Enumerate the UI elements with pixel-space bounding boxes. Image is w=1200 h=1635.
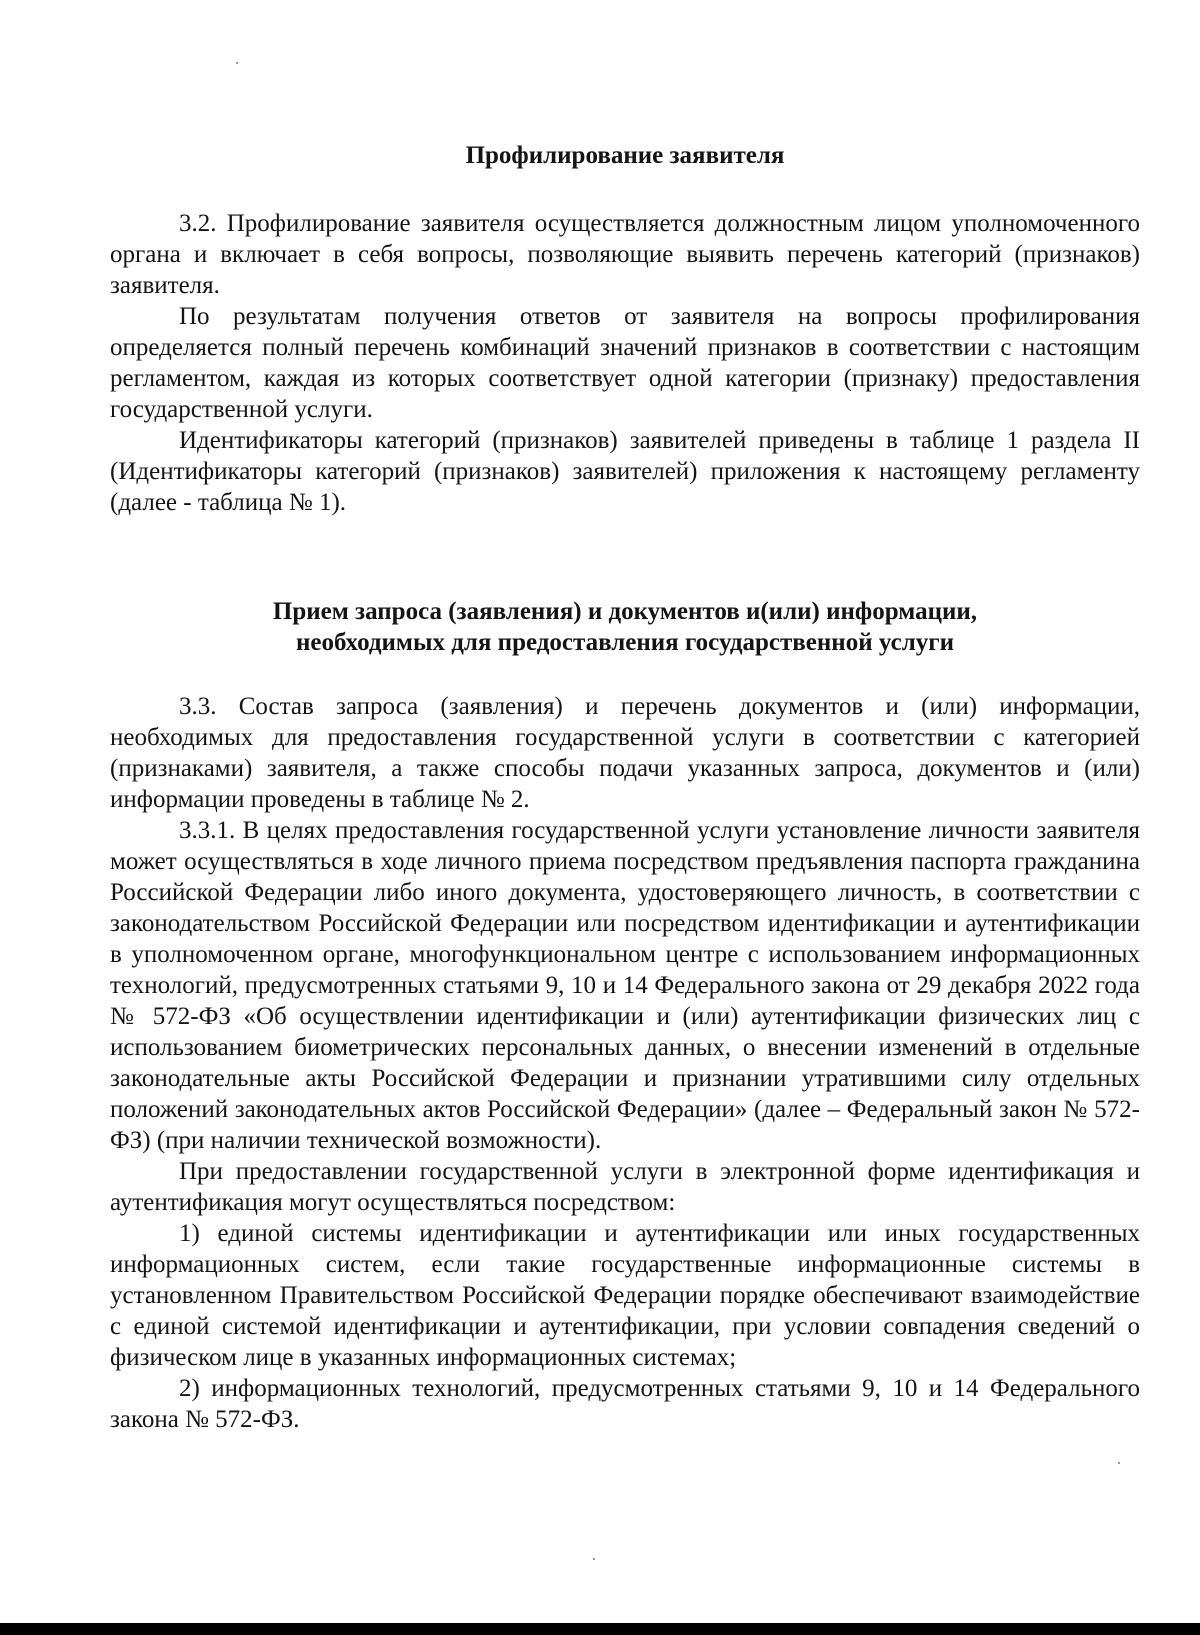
paragraph-electronic-form: При предоставлении государственной услуги в электронной форме идентификация и аутентификация могут осуществляться посредством: [110,1158,1140,1216]
paragraph-3-2: 3.2. Профилирование заявителя осуществляется должностным лицом уполномоченного органа и включает в себя вопросы, позволяющие выявить перечень категорий (признаков) заявителя. [110,210,1140,299]
paragraph-3-3-1: 3.3.1. В целях предоставления государственной услуги установление личности заявителя может осуществляться в ходе личного приема посредством предъявления паспорта гражданина Российской Федерации либо иного документа, удостоверяющего личность, в соответствии с законодательством Российской Федерации или посредством идентификации и аутентификации в уполномоченном органе, многофункциональном центре с использованием информационных технологий, предусмотренных статьями 9, 10 и 14 Федерального закона от 29 декабря 2022 года № 572-ФЗ «Об осуществлении идентификации и (или) аутентификации физических лиц с использованием биометрических персональных данных, о внесении изменений в отдельные законодательные акты Российской Федерации и признании утратившими силу отдельных положений законодательных актов Российской Федерации» (далее – Федеральный закон № 572-ФЗ) (при наличии технической возможности). [110,817,1140,1154]
paragraph-identifiers: Идентификаторы категорий (признаков) заявителей приведены в таблице 1 раздела II (Идентификаторы категорий (признаков) заявителей) приложения к настоящему регламенту (далее - таблица № 1). [110,427,1140,516]
section-heading-reception [110,596,1140,658]
section-heading-reception-line2: необходимых для предоставления государственной услуги [296,629,954,656]
document-body [110,140,1140,1435]
paragraph-3-3: 3.3. Состав запроса (заявления) и перечень документов и (или) информации, необходимых для предоставления государственной услуги в соответствии с категорией (признаками) заявителя, а также способы подачи указанных запроса, документов и (или) информации проведены в таблице № 2. [110,693,1140,813]
scan-bottom-edge [0,1623,1200,1635]
list-item-2: 2) информационных технологий, предусмотренных статьями 9, 10 и 14 Федерального закона № 572-ФЗ. [110,1375,1140,1433]
section-heading-profiling: Профилирование заявителя [465,142,785,169]
scan-speck [236,62,238,64]
scan-speck [593,1558,595,1560]
paragraph-profiling-results: По результатам получения ответов от заявителя на вопросы профилирования определяется полный перечень комбинаций значений признаков в соответствии с настоящим регламентом, каждая из которых соответствует одной категории (признаку) предоставления государственной услуги. [110,303,1140,423]
scan-speck [1118,1462,1120,1464]
list-item-1: 1) единой системы идентификации и аутентификации или иных государственных информационных систем, если такие государственные информационные системы в установленном Правительством Российской Федерации порядке обеспечивают взаимодействие с единой системой идентификации и аутентификации, при условии совпадения сведений о физическом лице в указанных информационных системах; [110,1220,1140,1371]
section-heading-reception-line1: Прием запроса (заявления) и документов и(или) информации, [272,598,978,625]
